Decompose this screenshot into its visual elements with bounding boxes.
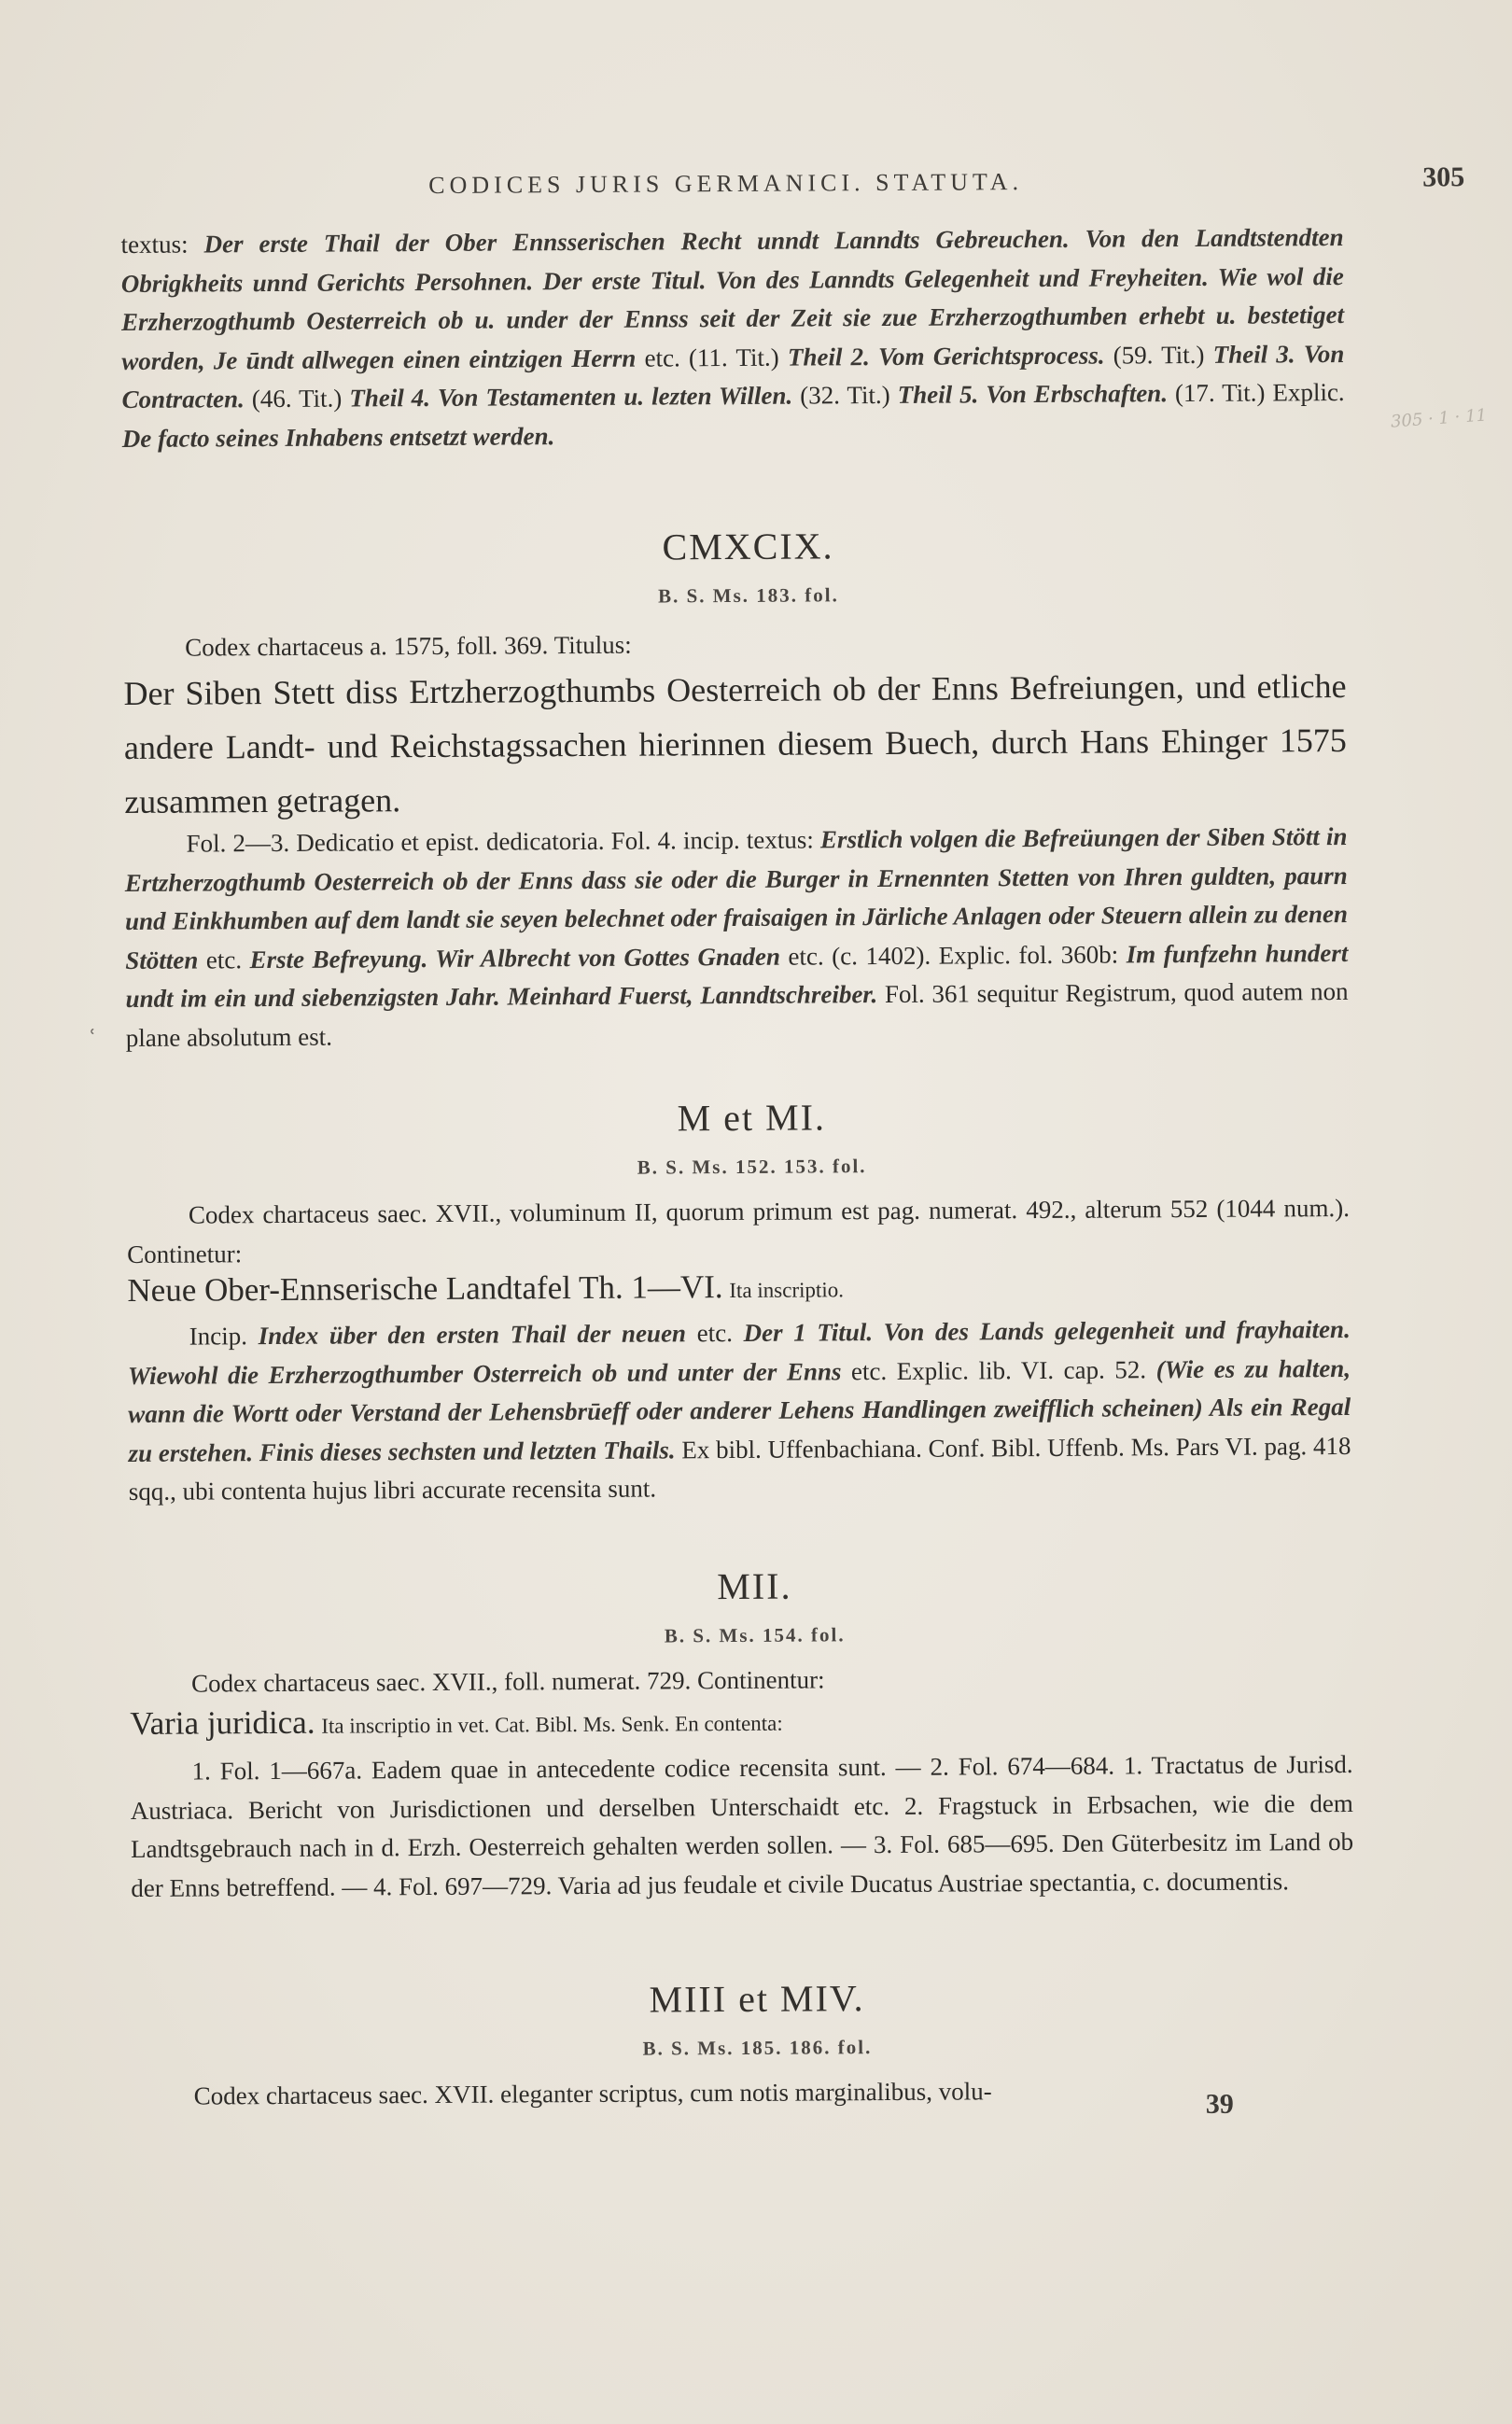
- continued-entry-text: textus: Der erste Thail der Ober Ennsserischen Recht unndt Lanndts Gebreuchen. Von den Landtstendten Obrigkheits unnd Gerichts Persohnen. Der erste Titul. Von des Lanndts Gelegenheit und Freyheiten. Wie wol die Erzherzogthumb Oesterreich ob u. under der Ennss seit der Zeit sie zue Erzherzogthumben erhebt u. bestetiget worden, Je ūndt allwegen einen eintzigen Herrn etc. (11. Tit.) Theil 2. Vom Gerichtsprocess. (59. Tit.) Theil 3. Von Contracten. (46. Tit.) Theil 4. Von Testamenten u. lezten Willen. (32. Tit.) Theil 5. Von Erbschaften. (17. Tit.) Explic. De facto seines Inhabens entsetzt werden.: [120, 222, 1345, 453]
- body-999: Fol. 2—3. Dedicatio et epist. dedicatoria. Fol. 4. incip. textus: Erstlich volgen die Befreüungen der Siben Stött in Ertzherzogthumb Oesterreich ob der Enns dass sie oder die Burger in Ernennten Stetten von Ihren guldten, paurn und Einkhumben auf dem landt sie seyen belechnet oder fraisaigen in Järliche Anlagen oder Steuern allein zu denen Stötten etc. Erste Befreyung. Wir Albrecht von Gottes Gnaden etc. (c. 1402). Explic. fol. 360b: Im funfzehn hundert undt im ein und siebenzigsten Jahr. Meinhard Fuerst, Lanndtschreiber. Fol. 361 sequitur Registrum, quod autem non plane absolutum est.: [124, 821, 1349, 1052]
- shelfmark-999: B. S. Ms. 183. fol.: [657, 583, 839, 608]
- title-note-1002: Ita inscriptio in vet. Cat. Bibl. Ms. Senk. En contenta:: [321, 1711, 783, 1738]
- entry-numeral-1000: M et MI.: [677, 1096, 827, 1140]
- body-1000: Incip. Index über den ersten Thail der neuen etc. Der 1 Titul. Von des Lands gelegenheit und frayhaiten. Wiewohl die Erzherzogthumber Osterreich ob und unter der Enns etc. Explic. lib. VI. cap. 52. (Wie es zu halten, wann die Wortt oder Verstand der Lehensbrūeff oder anderer Lehens Handlingen zweifflich scheinen) Als ein Regal zu erstehen. Finis dieses sechsten und letzten Thails. Ex bibl. Uffenbachiana. Conf. Bibl. Uffenb. Ms. Pars VI. pag. 418 sqq., ubi contenta hujus libri accurate recensita sunt.: [127, 1314, 1351, 1506]
- description-1002: Codex chartaceus saec. XVII., foll. numerat. 729. Continentur:: [190, 1665, 825, 1698]
- title-note-1000: Ita inscriptio.: [729, 1278, 845, 1303]
- title-999: Der Siben Stett diss Ertzherzogthumbs Oesterreich ob der Enns Befreiungen, und etliche andere Landt- und Reichstagssachen hierinnen diesem Buech, durch Hans Ehinger 1575 zusammen getragen.: [123, 666, 1347, 820]
- description-1003: Codex chartaceus saec. XVII. eleganter scriptus, cum notis marginalibus, volu-: [193, 2077, 992, 2110]
- shelfmark-1002: B. S. Ms. 154. fol.: [664, 1623, 846, 1647]
- entry-numeral-1002: MII.: [717, 1564, 792, 1608]
- shelfmark-1000: B. S. Ms. 152. 153. fol.: [637, 1155, 867, 1179]
- page-number: 305: [1422, 161, 1465, 193]
- margin-mark: ʿ: [90, 1027, 96, 1050]
- running-head: [307, 161, 1465, 210]
- entry-numeral-999: CMXCIX.: [662, 525, 834, 568]
- description-999: Codex chartaceus a. 1575, foll. 369. Titulus:: [185, 630, 632, 662]
- body-1002: 1. Fol. 1—667a. Eadem quae in antecedente codice recensita sunt. — 2. Fol. 674—684. 1. Tractatus de Jurisd. Austriaca. Bericht von Jurisdictionen und derselben Unterschaidt etc. 2. Fragstuck in Erbsachen, wie die dem Landtsgebrauch nach in d. Erzh. Oesterreich gehalten werden sollen. — 3. Fol. 685—695. Den Güterbesitz im Land ob der Enns betreffend. — 4. Fol. 697—729. Varia ad jus feudale et civile Ducatus Austriae spectantia, c. documentis.: [130, 1749, 1354, 1902]
- description-1000: Codex chartaceus saec. XVII., voluminum II, quorum primum est pag. numerat. 492., alterum 552 (1044 num.). Continetur:: [127, 1193, 1351, 1268]
- title-line-1002: [130, 1697, 1352, 1747]
- title-line-1000: [127, 1264, 1350, 1314]
- folio-signature: 39: [1205, 2088, 1234, 2120]
- running-title: CODICES JURIS GERMANICI. STATUTA.: [428, 168, 1024, 199]
- title-1002: Varia juridica.: [130, 1703, 315, 1742]
- title-1000: Neue Ober-Ennserische Landtafel Th. 1—VI.: [127, 1268, 723, 1309]
- entry-numeral-1003: MIII et MIV.: [649, 1977, 865, 2021]
- shelfmark-1003: B. S. Ms. 185. 186. fol.: [642, 2036, 873, 2060]
- pencil-marginal-note: 305 · 1 · 11: [1390, 405, 1488, 432]
